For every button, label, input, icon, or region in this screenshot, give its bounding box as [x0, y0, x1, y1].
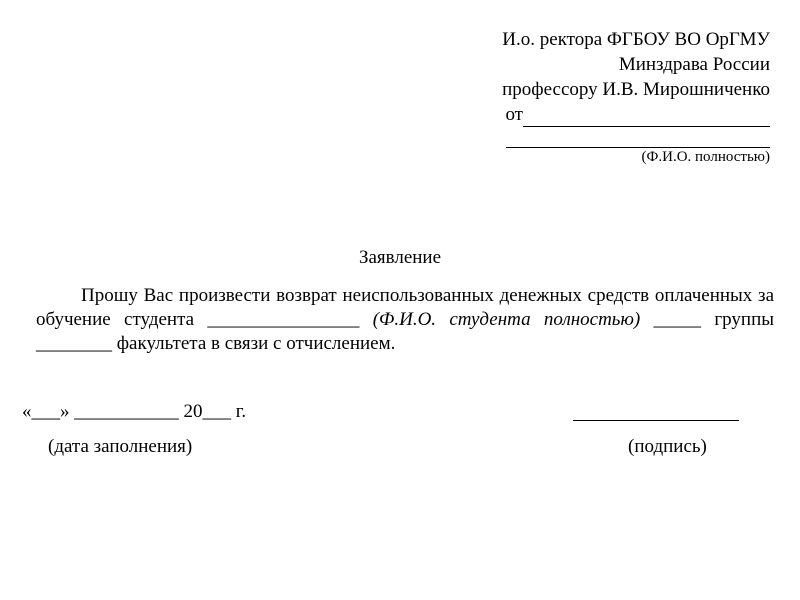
- addressee-rector: И.о. ректора ФГБОУ ВО ОрГМУ: [502, 29, 770, 50]
- from-name-field-2[interactable]: [506, 129, 770, 148]
- signature-field[interactable]: [573, 420, 739, 421]
- body-text-part2: _____ группы ________ факультета в связи с отчислением.: [36, 309, 774, 354]
- date-field[interactable]: «___» ___________ 20___ г.: [22, 401, 247, 422]
- fio-hint: (Ф.И.О. полностью): [641, 149, 770, 165]
- from-row: [500, 102, 770, 127]
- from-label: от: [505, 104, 523, 125]
- addressee-block: [500, 27, 770, 167]
- application-body: [36, 284, 774, 356]
- body-text-italic-hint: (Ф.И.О. студента полностью): [372, 309, 641, 330]
- from-name-row-2: [500, 127, 770, 147]
- body-text-part1: Прошу Вас произвести возврат неиспользованных денежных средств оплаченных за обучение студента ________________: [36, 285, 774, 330]
- signature-caption: (подпись): [628, 436, 707, 457]
- addressee-professor: профессору И.В. Мирошниченко: [502, 79, 770, 100]
- date-caption: (дата заполнения): [48, 436, 193, 457]
- from-name-field[interactable]: [523, 108, 770, 127]
- document-title: Заявление: [358, 247, 442, 268]
- addressee-ministry: Минздрава России: [618, 54, 770, 75]
